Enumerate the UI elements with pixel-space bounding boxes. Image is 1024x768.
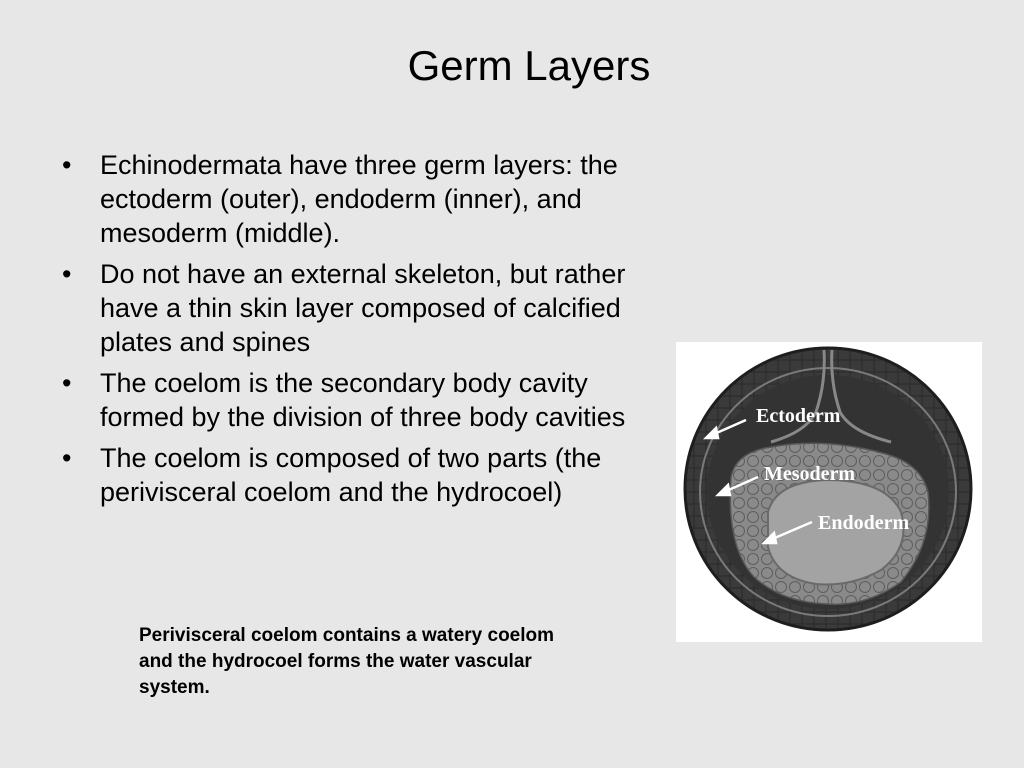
bullet-icon: • xyxy=(62,368,72,398)
slide-title: Germ Layers xyxy=(407,42,651,89)
bullet-text: The coelom is composed of two parts (the perivisceral coelom and the hydrocoel) xyxy=(100,443,602,507)
bullet-item xyxy=(56,148,656,250)
bullet-list xyxy=(56,148,656,516)
bullet-text: Do not have an external skeleton, but rather have a thin skin layer composed of calcified plates and spines xyxy=(100,259,626,357)
bullet-icon: • xyxy=(62,443,72,473)
mesoderm-label: Mesoderm xyxy=(764,463,856,485)
note-text: Perivisceral coelom contains a watery coelom and the hydrocoel forms the water vascular system. xyxy=(139,625,555,698)
germ-layer-diagram xyxy=(676,342,982,642)
bullet-item xyxy=(56,366,656,434)
bullet-icon: • xyxy=(62,259,72,289)
bullet-text: Echinodermata have three germ layers: the ectoderm (outer), endoderm (inner), and mesoderm (middle). xyxy=(100,150,618,248)
endoderm-label: Endoderm xyxy=(818,512,910,534)
embryo-illustration xyxy=(676,342,982,642)
bullet-item xyxy=(56,441,656,509)
bullet-icon: • xyxy=(62,150,72,180)
bullet-text: The coelom is the secondary body cavity formed by the division of three body cavities xyxy=(100,368,626,432)
bullet-item xyxy=(56,257,656,359)
ectoderm-label: Ectoderm xyxy=(756,405,841,427)
